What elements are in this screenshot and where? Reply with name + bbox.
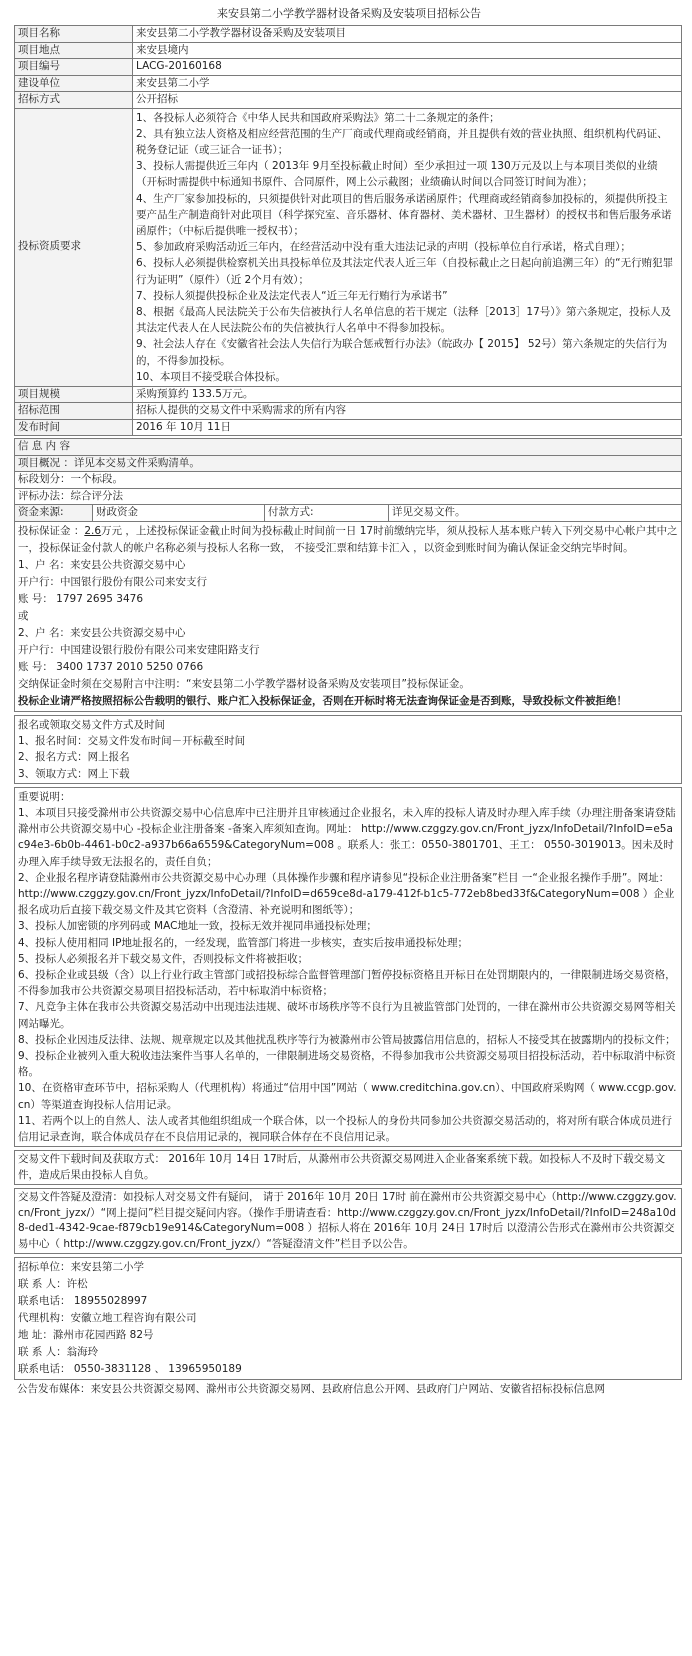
info-value: 公开招标 xyxy=(133,92,682,109)
qualification-list xyxy=(133,108,682,386)
info-value: 来安县第二小学 xyxy=(133,75,682,92)
qualification-item: 7、投标人须提供投标企业及法定代表人“近三年无行贿行为承诺书” xyxy=(136,289,448,302)
qualification-item: 3、投标人需提供近三年内（ 2013年 9月至投标截止时间）至少承担过一项 130万元及以上与本项目类似的业绩（开标时需提供中标通知书原件、合同原件，网上公示截图；业绩确认时间以合同签订时间为准）； xyxy=(136,160,658,189)
contact-info xyxy=(15,1258,682,1380)
registration-line: 报名或领取交易文件方式及时间 xyxy=(18,718,165,731)
info-content-table xyxy=(14,438,682,1380)
contact-line: 代理机构：安徽立地工程咨询有限公司 xyxy=(18,1312,197,1325)
basic-info-rows xyxy=(15,26,682,109)
account-line: 开户行：中国银行股份有限公司来安支行 xyxy=(18,575,207,588)
account-line: 开户行：中国建设银行股份有限公司来安建阳路支行 xyxy=(18,643,260,656)
deposit-section xyxy=(15,521,682,711)
important-item: 11、若两个以上的自然人、法人或者其他组织组成一个联合体，以一个投标人的身份共同参加公共资源交易活动的，将对所有联合体成员进行信用记录查询，联合体成员存在不良信用记录的，视同联合体存在不良信用记录。 xyxy=(18,1114,672,1144)
info-row xyxy=(15,419,682,436)
info-row xyxy=(15,26,682,43)
account-line: 1、户 名：来安县公共资源交易中心 xyxy=(18,558,186,571)
contact-line: 招标单位：来安县第二小学 xyxy=(18,1261,144,1274)
project-info-table xyxy=(14,25,682,436)
qualification-item: 1、各投标人必须符合《中华人民共和国政府采购法》第二十二条规定的条件； xyxy=(136,111,500,124)
lot-division: 标段划分：一个标段。 xyxy=(15,472,682,489)
important-title: 重要说明： xyxy=(18,790,71,803)
info-value: 来安县境内 xyxy=(133,42,682,59)
download-info: 交易文件下载时间及获取方式： 2016年 10月 14日 17时后，从滁州市公共资源交易网进入企业备案系统下载。如投标人不及时下载交易文件，造成后果由投标人自负。 xyxy=(15,1151,682,1185)
registration-section xyxy=(15,715,682,783)
info-label: 建设单位 xyxy=(15,75,133,92)
info-value: 招标人提供的交易文件中采购需求的所有内容 xyxy=(133,403,682,420)
contact-line: 联系电话： 18955028997 xyxy=(18,1295,148,1308)
info-content-header: 信 息 内 容 xyxy=(15,439,682,456)
funding-row xyxy=(15,505,682,522)
publish-media: 公告发布媒体：来安县公共资源交易网、滁州市公共资源交易网、县政府信息公开网、县政府门户网站、安徽省招标投标信息网 xyxy=(17,1383,605,1396)
account-line: 账 号： 1797 2695 3476 xyxy=(18,592,144,605)
info-value: 2016 年 10月 11日 xyxy=(133,419,682,436)
important-item: 2、企业报名程序请登陆滁州市公共资源交易中心办理（具体操作步骤和程序请参见“投标企业注册备案”栏目 一“企业报名操作手册”。网址： http://www.czggzy.gov.cn/Front_jyzx/InfoDetail/?InfoID=d659ce8d-a179-412f-b1c5-772eb8bed33f&CategoryNum=008 ）企业报名成功后直接下载交易文件及其它资料（含澄清、补充说明和图纸等）； xyxy=(18,871,675,917)
info-label: 项目地点 xyxy=(15,42,133,59)
scale-info-rows xyxy=(15,386,682,436)
important-item: 7、凡竞争主体在我市公共资源交易活动中出现违法违规、破坏市场秩序等不良行为且被监管部门处罚的，一律在滁州市公共资源交易网等相关网站曝光。 xyxy=(18,1001,676,1030)
info-label: 项目名称 xyxy=(15,26,133,43)
important-item: 10、在资格审查环节中，招标采购人（代理机构）将通过“信用中国”网站（ www.creditchina.gov.cn）、中国政府采购网（ www.ccgp.gov.cn）等渠道查询投标人信用记录。 xyxy=(18,1082,677,1111)
payment-method-label: 付款方式: xyxy=(265,505,389,522)
page-title: 来安县第二小学教学器材设备采购及安装项目招标公告 xyxy=(217,7,481,20)
contact-line: 联 系 人：许松 xyxy=(18,1278,88,1291)
info-row xyxy=(15,92,682,109)
funding-source-value: 财政资金 xyxy=(93,505,265,522)
registration-row xyxy=(15,715,682,783)
important-item: 5、投标人必须报名并下载交易文件，否则投标文件将被拒收； xyxy=(18,952,309,965)
qualification-item: 10、本项目不接受联合体投标。 xyxy=(136,370,286,383)
info-label: 项目编号 xyxy=(15,59,133,76)
deposit-accounts xyxy=(18,557,678,693)
clarification-info: 交易文件答疑及澄清：如投标人对交易文件有疑问， 请于 2016年 10月 20日 17时 前在滁州市公共资源交易中心（http://www.czggzy.gov.cn/Front_jyzx/）“网上提问”栏目提交疑问内容。（操作手册请查看：http://www.czggzy.gov.cn/Front_jyzx/InfoDetail/?InfoID=248a10d8-ded1-4342-9cae-f879cb19e914&CategoryNum=008 ）招标人将在 2016年 10月 24日 17时后 以澄清公告形式在滁州市公共资源交易中心（ http://www.czggzy.gov.cn/Front_jyzx/）“答疑澄清文件”栏目予以公告。 xyxy=(15,1189,682,1254)
important-row xyxy=(15,787,682,1146)
deposit-amount: 2.6 xyxy=(84,524,102,537)
info-row xyxy=(15,75,682,92)
qualification-item: 9、社会法人存在《安徽省社会法人失信行为联合惩戒暂行办法》（皖政办【 2015】 52号）第六条规定的失信行为的，不得参加投标。 xyxy=(136,338,668,367)
important-item: 3、投标人加密锁的序列码或 MAC地址一致，投标无效并视同串通投标处理； xyxy=(18,920,377,933)
account-line: 账 号： 3400 1737 2010 5250 0766 xyxy=(18,660,204,673)
deposit-intro: 投标保证金 ：2.6万元 ，上述投标保证金截止时间为投标截止时间前一日 17时前缴纳完毕，须从投标人基本账户转入下列交易中心帐户其中之一，投标保证金付款人的帐户名称必须与投标人名称一致， 不接受汇票和结算卡汇入 ，以资金到账时间为确认保证金交纳完毕时间。 xyxy=(18,524,678,554)
important-notes xyxy=(15,787,682,1146)
contacts-row xyxy=(15,1258,682,1380)
qualification-item: 5、参加政府采购活动近三年内，在经营活动中没有重大违法记录的声明（投标单位自行承诺，格式自理）； xyxy=(136,241,631,254)
info-value: 来安县第二小学教学器材设备采购及安装项目 xyxy=(133,26,682,43)
important-item: 1、本项目只接受滁州市公共资源交易中心信息库中已注册并且审核通过企业报名，未入库的投标人请及时办理入库手续（办理注册备案请登陆滁州市公共资源交易中心 -投标企业注册备案 -备案入库须知查询。网址： http://www.czggzy.gov.cn/Front_jyzx/InfoDetail/?InfoID=e5ac94e3-6b0b-4461-b0c2-a937b66a6559&CategoryNum=008 。联系人：张工：0550-3801701、王工： 0550-3019013。因未及时办理入库手续导致无法报名的，责任自负； xyxy=(18,806,676,868)
qualification-item: 4、生产厂家参加投标的，只须提供针对此项目的售后服务承诺函原件；代理商或经销商参加投标的，须提供所投主要产品生产制造商针对此项目（科学探究室、音乐器材、体育器材、美术器材、卫生器材）的授权书和售后服务承诺函原件；（中标后提供唯一授权书）； xyxy=(136,192,672,237)
info-label: 发布时间 xyxy=(15,419,133,436)
info-label: 招标范围 xyxy=(15,403,133,420)
payment-method-value: 详见交易文件。 xyxy=(389,505,682,522)
registration-line: 3、领取方式：网上下载 xyxy=(18,767,130,780)
contact-line: 地 址：滁州市花园西路 82号 xyxy=(18,1329,154,1342)
info-row xyxy=(15,42,682,59)
info-row xyxy=(15,59,682,76)
info-value: LACG-20160168 xyxy=(133,59,682,76)
qualification-row xyxy=(15,108,682,386)
deposit-warning: 投标企业请严格按照招标公告载明的银行、账户汇入投标保证金，否则在开标时将无法查询保证金是否到账，导致投标文件被拒绝！ xyxy=(18,694,627,707)
important-list xyxy=(18,805,678,1145)
qualification-item: 8、根据《最高人民法院关于公布失信被执行人名单信息的若干规定（法释［2013］17号）》第六条规定，投标人及其法定代表人在人民法院公布的失信被执行人名单中不得参加投标。 xyxy=(136,305,672,335)
registration-line: 1、报名时间：交易文件发布时间－开标截至时间 xyxy=(18,735,246,748)
deposit-row xyxy=(15,521,682,711)
evaluation-method: 评标办法：综合评分法 xyxy=(15,488,682,505)
qualification-item: 6、投标人必须提供检察机关出具投标单位及其法定代表人近三年（自投标截止之日起向前追溯三年）的“无行贿犯罪行为证明”（原件）（近 2个月有效）； xyxy=(136,257,674,286)
account-line: 2、户 名：来安县公共资源交易中心 xyxy=(18,626,186,639)
info-row xyxy=(15,386,682,403)
project-overview: 项目概况 ：详见本交易文件采购清单。 xyxy=(15,455,682,472)
contact-line: 联系电话： 0550-3831128 、 13965950189 xyxy=(18,1363,242,1376)
info-label: 招标方式 xyxy=(15,92,133,109)
important-item: 9、投标企业被列入重大税收违法案件当事人名单的，一律限制进场交易资格，不得参加我市公共资源交易项目招投标活动，若中标取消中标资格。 xyxy=(18,1050,676,1079)
qualification-label: 投标资质要求 xyxy=(15,108,133,386)
registration-line: 2、报名方式：网上报名 xyxy=(18,751,130,764)
account-line: 或 xyxy=(18,609,29,622)
important-item: 8、投标企业因违反法律、法规、规章规定以及其他扰乱秩序等行为被滁州市公管局披露信用信息的，招标人不接受其在披露期内的投标文件； xyxy=(18,1033,676,1046)
info-row xyxy=(15,403,682,420)
info-label: 项目规模 xyxy=(15,386,133,403)
funding-source-label: 资金来源: xyxy=(15,505,93,522)
contact-line: 联 系 人：翁海玲 xyxy=(18,1346,99,1359)
important-item: 6、投标企业或县级（含）以上行业行政主管部门或招投标综合监督管理部门暂停投标资格且开标日在处罚期限内的，一律限制进场交易资格，不得参加我市公共资源交易项目招投标活动，若中标取消中标资格； xyxy=(18,969,676,998)
account-line: 交纳保证金时须在交易附言中注明：“来安县第二小学教学器材设备采购及安装项目”投标保证金。 xyxy=(18,677,470,690)
important-item: 4、投标人使用相同 IP地址报名的，一经发现，监管部门将进一步核实，查实后按串通投标处理； xyxy=(18,936,468,949)
info-value: 采购预算约 133.5万元。 xyxy=(133,386,682,403)
qualification-item: 2、具有独立法人资格及相应经营范围的生产厂商或代理商或经销商，并且提供有效的营业执照、组织机构代码证、税务登记证（或三证合一证书）； xyxy=(136,127,668,156)
